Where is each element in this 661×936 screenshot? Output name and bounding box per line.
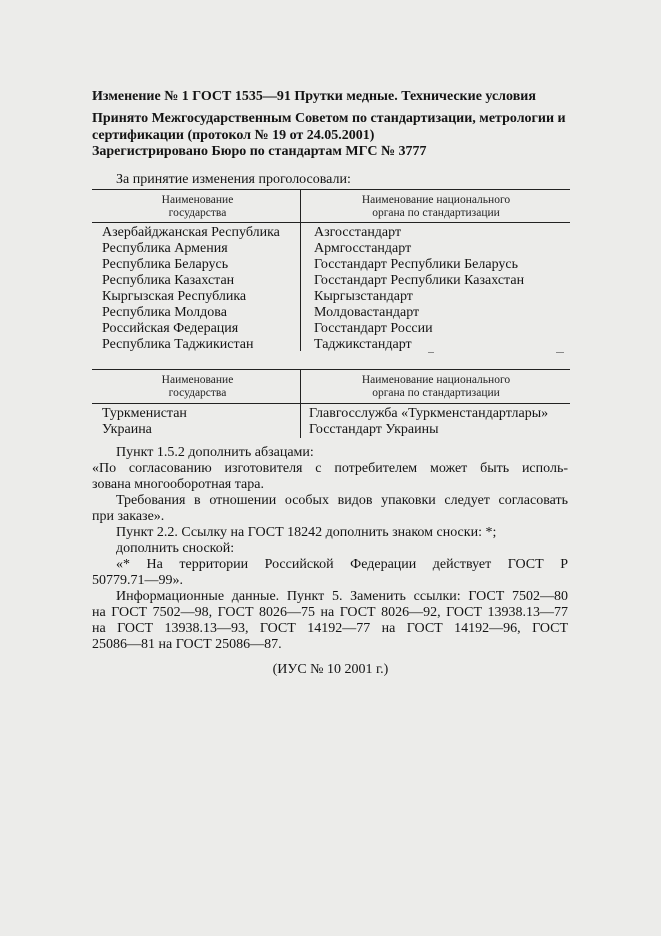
table1-country: Кыргызская Республика xyxy=(102,289,247,304)
para-info-line3: на ГОСТ 13938.13—93, ГОСТ 14192—77 на ГОСТ 14192—96, ГОСТ xyxy=(92,621,568,636)
para-packaging-line2: зована многооборотная тара. xyxy=(92,477,264,492)
registration-line: Зарегистрировано Бюро по стандартам МГС № 3777 xyxy=(92,144,427,159)
table1-country: Республика Армения xyxy=(102,241,228,256)
para-requirements-line1: Требования в отношении особых видов упаковки следует согласовать xyxy=(116,493,568,508)
table1-country: Республика Таджикистан xyxy=(102,337,254,352)
scan-speck xyxy=(428,352,434,353)
table1-agency: Азгосстандарт xyxy=(314,225,402,240)
para-requirements-line2: при заказе». xyxy=(92,509,165,524)
table1-agency: Госстандарт Республики Беларусь xyxy=(314,257,519,272)
para-info-line2: на ГОСТ 7502—98, ГОСТ 8026—75 на ГОСТ 8026—92, ГОСТ 13938.13—77 xyxy=(92,605,568,620)
table1-country: Российская Федерация xyxy=(102,321,239,336)
scan-speck xyxy=(556,352,564,353)
table1-country: Республика Молдова xyxy=(102,305,227,320)
table1-country: Азербайджанская Республика xyxy=(102,225,280,240)
adoption-protocol-line: сертификации (протокол № 19 от 24.05.2001) xyxy=(92,128,375,143)
para-packaging-line1: «По согласованию изготовителя с потребителем может быть исполь- xyxy=(92,461,568,476)
para-info-line1: Информационные данные. Пункт 5. Заменить ссылки: ГОСТ 7502—80 xyxy=(116,589,568,604)
table1-agency: Госстандарт Республики Казахстан xyxy=(314,273,525,288)
para-info-line4: 25086—81 на ГОСТ 25086—87. xyxy=(92,637,282,652)
para-footnote-line2: 50779.71—99». xyxy=(92,573,183,588)
table1-agency: Армгосстандарт xyxy=(314,241,412,256)
voted-intro: За принятие изменения проголосовали: xyxy=(116,172,351,187)
table2-col1-header: Наименование государства xyxy=(161,374,234,399)
table2-agency: Главгосслужба «Туркменстандартлары» xyxy=(309,406,549,421)
table1-country: Республика Беларусь xyxy=(102,257,229,272)
para-1-5-2: Пункт 1.5.2 дополнить абзацами: xyxy=(116,445,314,460)
ius-reference: (ИУС № 10 2001 г.) xyxy=(272,662,389,677)
table2-country: Туркменистан xyxy=(102,406,187,421)
table2-header-rule xyxy=(92,403,570,404)
table1-top-rule xyxy=(92,189,570,190)
adoption-line: Принято Межгосударственным Советом по стандартизации, метрологии и xyxy=(92,111,566,126)
table2-col2-header: Наименование национального органа по стандартизации xyxy=(361,374,511,399)
table1-agency: Таджикстандарт xyxy=(314,337,412,352)
table1-body-divider xyxy=(300,223,301,351)
table2-top-rule xyxy=(92,369,570,370)
table2-agency: Госстандарт Украины xyxy=(309,422,439,437)
table1-agency: Молдовастандарт xyxy=(314,305,420,320)
table1-col2-header: Наименование национального органа по стандартизации xyxy=(361,194,511,219)
table1-header-divider xyxy=(300,190,301,222)
table2-country: Украина xyxy=(102,422,152,437)
table2-divider xyxy=(300,370,301,438)
table1-agency: Кыргызстандарт xyxy=(314,289,413,304)
para-footnote-intro: дополнить сноской: xyxy=(116,541,235,556)
amendment-title: Изменение № 1 ГОСТ 1535—91 Прутки медные. Технические условия xyxy=(92,89,536,104)
para-2-2: Пункт 2.2. Ссылку на ГОСТ 18242 дополнить знаком сноски: *; xyxy=(116,525,497,540)
para-footnote-line1: «* На территории Российской Федерации действует ГОСТ Р xyxy=(116,557,568,572)
table1-agency: Госстандарт России xyxy=(314,321,433,336)
table1-country: Республика Казахстан xyxy=(102,273,235,288)
table1-header-rule xyxy=(92,222,570,223)
table1-col1-header: Наименование государства xyxy=(161,194,234,219)
